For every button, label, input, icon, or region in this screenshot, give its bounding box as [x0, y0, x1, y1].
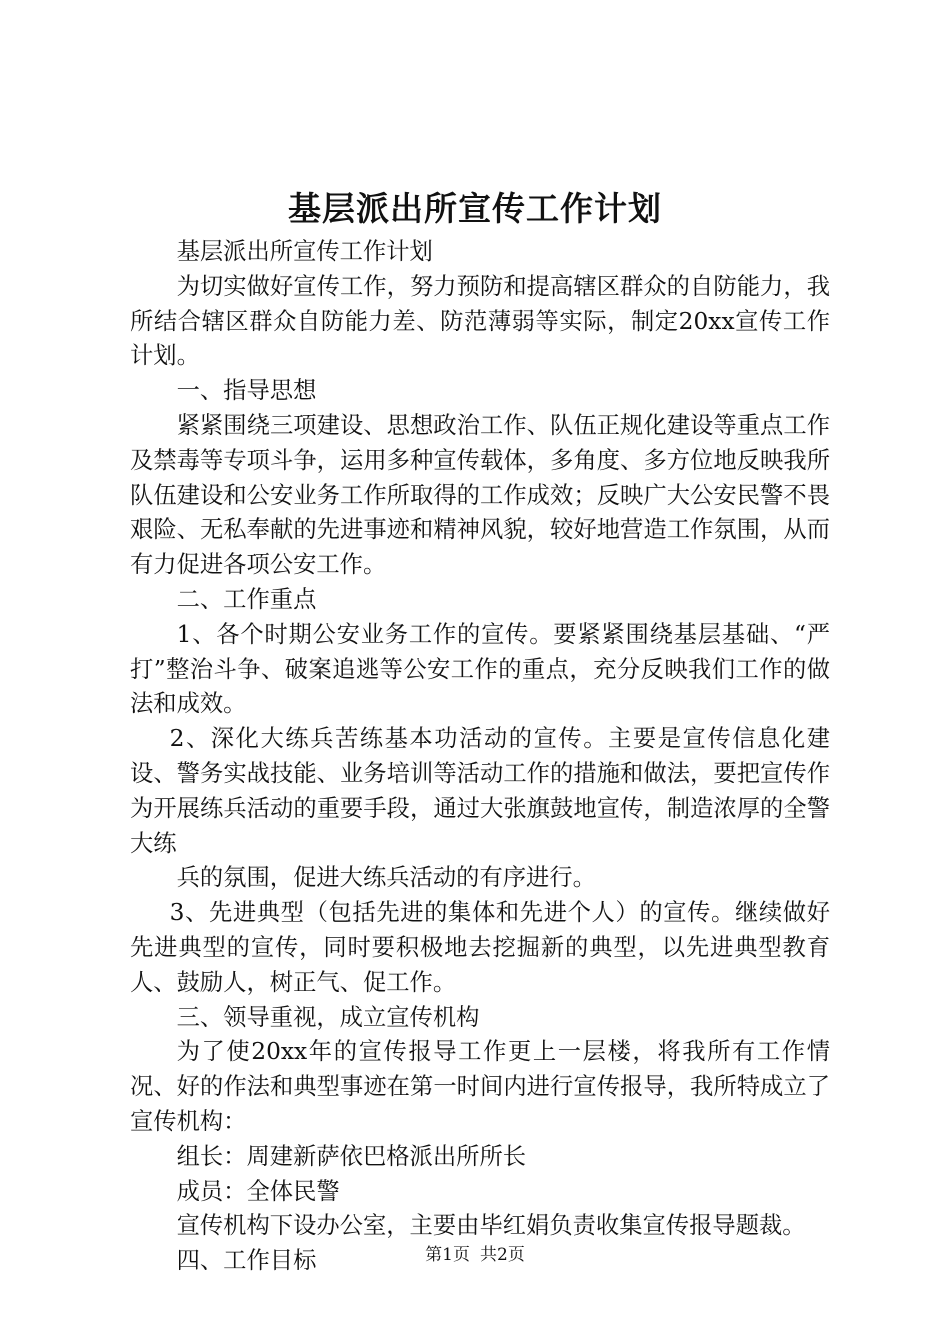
- page-number: 第1页: [425, 1245, 470, 1265]
- paragraph-office: 宣传机构下设办公室，主要由毕红娟负责收集宣传报导题裁。: [176, 1212, 806, 1240]
- paragraph-intro: 为切实做好宣传工作，努力预防和提高辖区群众的自防能力，我所结合辖区群众自防能力差、防范薄弱等实际，制定20xx宣传工作计划。: [130, 272, 830, 370]
- paragraph-guiding-ideology: 紧紧围绕三项建设、思想政治工作、队伍正规化建设等重点工作及禁毒等专项斗争，运用多种宣传载体，多角度、多方位地反映我所队伍建设和公安业务工作所取得的工作成效；反映广大公安民警不畏艰险、无私奉献的先进事迹和精神风貌，较好地营造工作氛围，从而有力促进各项公安工作。: [130, 411, 830, 579]
- page-footer: [0, 1243, 950, 1267]
- section-heading-leadership: 三、领导重视，成立宣传机构: [176, 1003, 480, 1031]
- section-heading-work-focus: 二、工作重点: [176, 585, 317, 613]
- paragraph-focus-2: 2、深化大练兵苦练基本功活动的宣传。主要是宣传信息化建设、警务实战技能、业务培训等活动工作的措施和做法，要把宣传作为开展练兵活动的重要手段，通过大张旗鼓地宣传，制造浓厚的全警大练: [130, 725, 830, 857]
- document-body: [130, 235, 830, 1279]
- page-total: 共2页: [480, 1245, 525, 1265]
- paragraph-focus-2-continued: 兵的氛围，促进大练兵活动的有序进行。: [176, 864, 596, 892]
- paragraph-focus-1: 1、各个时期公安业务工作的宣传。要紧紧围绕基层基础、“严打”整治斗争、破案追逃等公安工作的重点，充分反映我们工作的做法和成效。: [130, 620, 830, 718]
- paragraph-focus-3: 3、先进典型（包括先进的集体和先进个人）的宣传。继续做好先进典型的宣传，同时要积极地去挖掘新的典型，以先进典型教育人、鼓励人，树正气、促工作。: [130, 899, 830, 996]
- paragraph-team-members: 成员：全体民警: [176, 1177, 340, 1205]
- section-heading-work-goals: 四、工作目标: [176, 1247, 317, 1275]
- paragraph-leadership: 为了使20xx年的宣传报导工作更上一层楼，将我所有工作情况、好的作法和典型事迹在第一时间内进行宣传报导，我所特成立了宣传机构：: [130, 1038, 830, 1135]
- document-title: 基层派出所宣传工作计划: [288, 189, 662, 228]
- paragraph-subtitle: 基层派出所宣传工作计划: [176, 238, 433, 265]
- section-heading-guiding-ideology: 一、指导思想: [176, 377, 317, 405]
- paragraph-team-leader: 组长：周建新萨依巴格派出所所长: [176, 1142, 527, 1170]
